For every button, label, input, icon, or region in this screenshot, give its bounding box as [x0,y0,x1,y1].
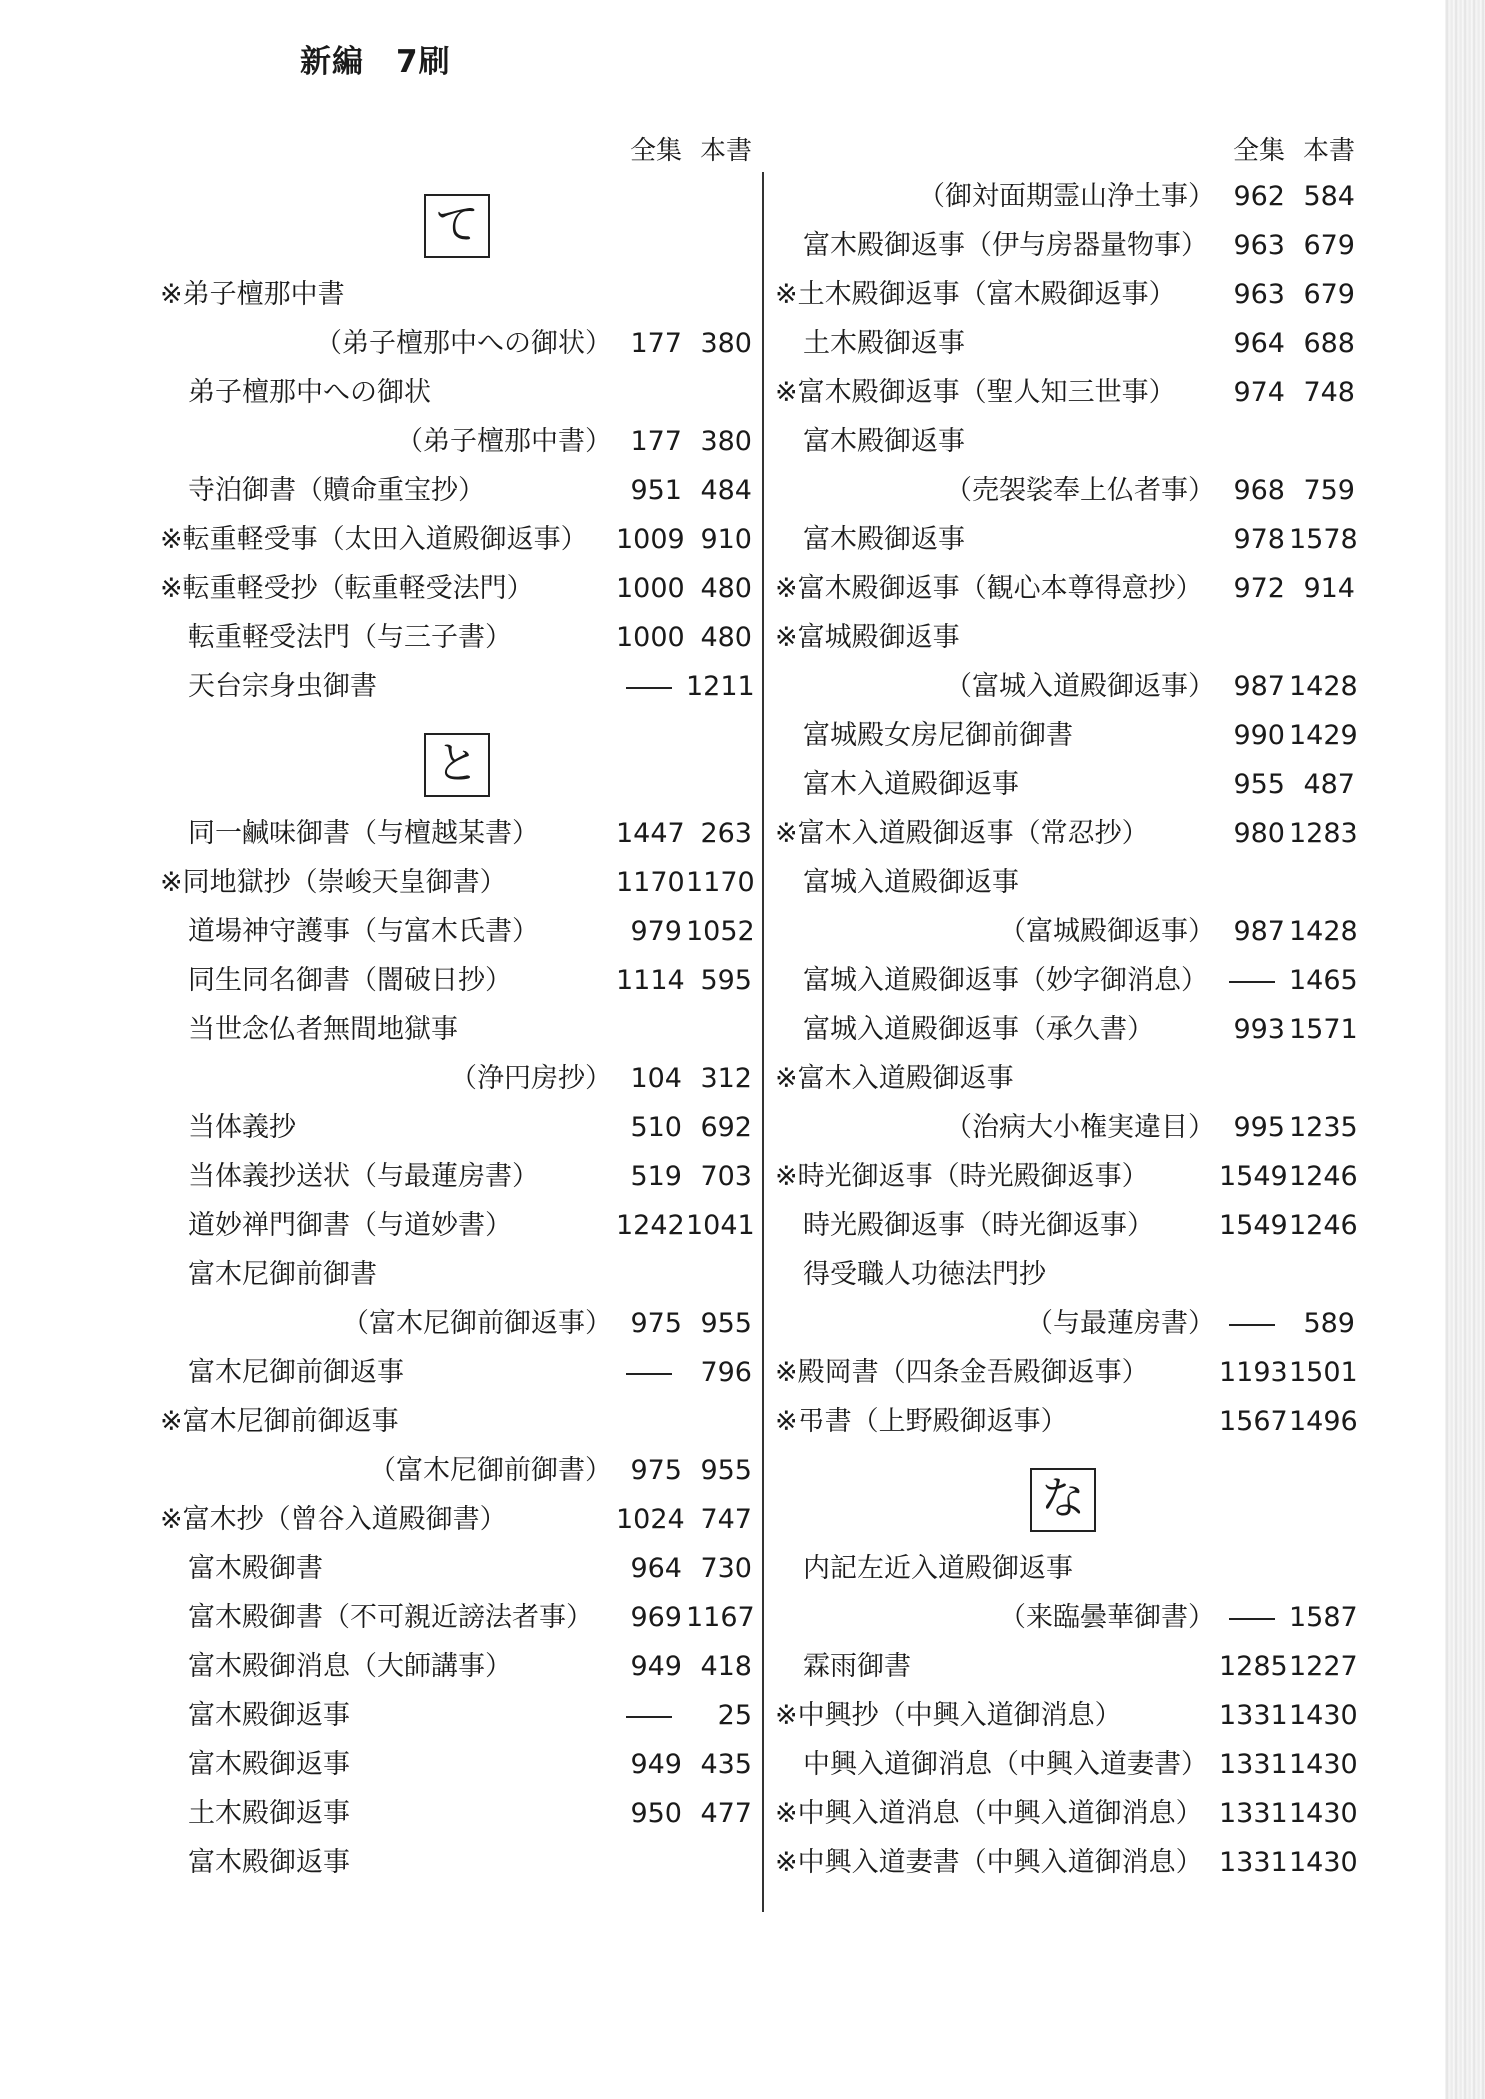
header-zenshu: 全集 [629,136,682,166]
honsho-page: 487 [1303,769,1355,800]
entry-title: 道場神守護事（与富木氏書） [188,916,539,947]
honsho-page: 1052 [686,916,755,947]
index-entry [160,907,755,956]
honsho-page: 748 [1303,377,1355,408]
index-entry [160,1348,752,1397]
entry-title: 当世念仏者無間地獄事 [188,1014,458,1045]
kana-heading: て [424,194,490,258]
entry-title: 内記左近入道殿御返事 [803,1553,1073,1584]
zenshu-page: 955 [1233,769,1285,800]
zenshu-page: 1331 [1219,1847,1288,1878]
entry-title: 富木殿御書 [188,1553,323,1584]
entry-title: 天台宗身虫御書 [188,671,377,702]
honsho-page: 1235 [1289,1112,1358,1143]
honsho-page: 1041 [686,1210,755,1241]
entry-title: 弟子檀那中への御状 [188,377,431,408]
honsho-page: 910 [700,524,752,555]
index-entry [775,1005,1358,1054]
entry-title: 富木殿御返事（伊与房器量物事） [803,230,1208,261]
zenshu-page: 510 [630,1112,682,1143]
index-entry [160,1397,752,1446]
zenshu-page: 1000 [616,622,685,653]
entry-title: 霖雨御書 [803,1651,911,1682]
honsho-page: 1496 [1289,1406,1358,1437]
index-column-right [775,130,1358,1887]
zenshu-page: 972 [1233,573,1285,604]
no-zenshu-dash [1219,1593,1285,1642]
index-entry [160,1103,752,1152]
kana-section-te [160,172,752,270]
index-entry [775,417,1355,466]
index-entry [775,1642,1358,1691]
zenshu-page: 1242 [616,1210,685,1241]
zenshu-page: 975 [630,1455,682,1486]
honsho-page: 1429 [1289,720,1358,751]
entry-title: 富木殿御返事 [188,1847,350,1878]
entry-title: 当体義抄 [188,1112,296,1143]
zenshu-page: 964 [630,1553,682,1584]
entry-title: 当体義抄送状（与最蓮房書） [188,1161,539,1192]
zenshu-page: 1193 [1219,1357,1288,1388]
honsho-page: 1430 [1289,1847,1358,1878]
honsho-page: 1428 [1289,916,1358,947]
honsho-page: 312 [700,1063,752,1094]
entry-title: 富木尼御前御書 [188,1259,377,1290]
zenshu-page: 993 [1233,1014,1285,1045]
zenshu-page: 1331 [1219,1700,1288,1731]
entry-title: 道妙禅門御書（与道妙書） [188,1210,512,1241]
index-entry [775,1789,1358,1838]
entry-title: 富木入道殿御返事 [803,769,1019,800]
entry-title: ※中興入道消息（中興入道御消息） [775,1798,1203,1829]
honsho-page: 955 [700,1308,752,1339]
entry-title: ※富木殿御返事（観心本尊得意抄） [775,573,1203,604]
entry-title: 転重軽受法門（与三子書） [188,622,512,653]
entry-title: （治病大小権実違目） [945,1112,1215,1143]
entry-title: （富城殿御返事） [999,916,1215,947]
index-entry [160,1691,752,1740]
index-entry [775,466,1355,515]
entry-title: ※富木抄（曾谷入道殿御書） [160,1504,507,1535]
index-entry [160,1446,752,1495]
honsho-page: 435 [700,1749,752,1780]
honsho-page: 477 [700,1798,752,1829]
zenshu-page: 1024 [616,1504,685,1535]
entry-title: ※富木尼御前御返事 [160,1406,399,1437]
honsho-page: 380 [700,328,752,359]
entry-title: 富木殿御返事 [188,1749,350,1780]
entry-title: 同一鹹味御書（与檀越某書） [188,818,539,849]
honsho-page: 589 [1303,1308,1355,1339]
index-entry [775,1544,1355,1593]
zenshu-page: 1331 [1219,1749,1288,1780]
index-entry [160,1642,752,1691]
index-entry [160,1152,752,1201]
kana-heading: と [424,733,490,797]
no-zenshu-dash [616,1691,682,1740]
index-entry [160,809,752,858]
entry-title: （弟子檀那中書） [396,426,612,457]
honsho-page: 480 [700,573,752,604]
honsho-page: 679 [1303,279,1355,310]
entry-title: （御対面期霊山浄土事） [918,181,1215,212]
honsho-page: 1430 [1289,1700,1358,1731]
honsho-page: 914 [1303,573,1355,604]
zenshu-page: 1549 [1219,1210,1288,1241]
honsho-page: 692 [700,1112,752,1143]
honsho-page: 1227 [1289,1651,1358,1682]
honsho-page: 1501 [1289,1357,1358,1388]
honsho-page: 263 [700,818,752,849]
column-divider [762,172,764,1912]
index-entry [160,858,755,907]
header-honsho: 本書 [699,136,752,166]
edition-label: 新編 7刷 [300,44,451,80]
entry-title: （富城入道殿御返事） [945,671,1215,702]
zenshu-page: 968 [1233,475,1285,506]
index-entry [775,564,1355,613]
honsho-page: 730 [700,1553,752,1584]
entry-title: ※富城殿御返事 [775,622,960,653]
entry-title: 富木尼御前御返事 [188,1357,404,1388]
index-entry [775,711,1358,760]
index-entry [160,319,752,368]
zenshu-page: 969 [630,1602,682,1633]
zenshu-page: 995 [1233,1112,1285,1143]
entry-title: 寺泊御書（贖命重宝抄） [188,475,485,506]
honsho-page: 584 [1303,181,1355,212]
zenshu-page: 1331 [1219,1798,1288,1829]
entry-title: 富木殿御書（不可親近謗法者事） [188,1602,593,1633]
index-entry [160,613,752,662]
honsho-page: 1587 [1289,1602,1358,1633]
zenshu-page: 177 [630,328,682,359]
index-entry [775,1348,1358,1397]
zenshu-page: 964 [1233,328,1285,359]
entry-title: 富木殿御返事 [188,1700,350,1731]
index-entry [160,466,752,515]
honsho-page: 25 [717,1700,752,1731]
entry-title: ※転重軽受事（太田入道殿御返事） [160,524,588,555]
index-entry [775,809,1358,858]
zenshu-page: 962 [1233,181,1285,212]
index-entry [160,515,752,564]
entry-title: （富木尼御前御返事） [342,1308,612,1339]
index-entry [775,1691,1358,1740]
honsho-page: 1430 [1289,1749,1358,1780]
honsho-page: 1283 [1289,818,1358,849]
zenshu-page: 963 [1233,230,1285,261]
index-entry [160,1250,752,1299]
entry-title: ※弔書（上野殿御返事） [775,1406,1068,1437]
index-entry [160,270,752,319]
honsho-page: 1465 [1289,965,1358,996]
entry-title: （来臨曇華御書） [999,1602,1215,1633]
index-entry [775,1740,1358,1789]
entry-title: ※弟子檀那中書 [160,279,345,310]
index-entry [775,907,1358,956]
honsho-page: 595 [700,965,752,996]
honsho-page: 1170 [686,867,755,898]
entry-title: 中興入道御消息（中興入道妻書） [803,1749,1208,1780]
zenshu-page: 519 [630,1161,682,1192]
zenshu-page: 104 [630,1063,682,1094]
kana-section-na [775,1446,1355,1544]
index-entry [160,1789,752,1838]
index-column-left [160,130,755,1887]
entry-title: ※富木入道殿御返事 [775,1063,1014,1094]
index-entry [775,515,1358,564]
index-entry [160,1838,752,1887]
zenshu-page: 1447 [616,818,685,849]
index-entry [775,172,1355,221]
zenshu-page: 1009 [616,524,685,555]
entry-title: 土木殿御返事 [803,328,965,359]
index-entry [775,1201,1358,1250]
index-entry [775,662,1358,711]
zenshu-page: 987 [1233,916,1285,947]
index-entry [160,1054,752,1103]
index-entry [775,1152,1358,1201]
entry-title: （弟子檀那中への御状） [315,328,612,359]
zenshu-page: 1170 [616,867,685,898]
entry-title: （浄円房抄） [450,1063,612,1094]
entry-title: 時光殿御返事（時光御返事） [803,1210,1154,1241]
zenshu-page: 949 [630,1651,682,1682]
index-entry [160,662,755,711]
entry-title: （与最蓮房書） [1026,1308,1215,1339]
entry-title: 富城入道殿御返事 [803,867,1019,898]
index-entry [775,221,1355,270]
index-entry [775,1054,1355,1103]
entry-title: 土木殿御返事 [188,1798,350,1829]
index-entry [160,1005,752,1054]
column-header [775,130,1355,172]
honsho-page: 688 [1303,328,1355,359]
entry-title: ※富木殿御返事（聖人知三世事） [775,377,1176,408]
zenshu-page: 963 [1233,279,1285,310]
zenshu-page: 974 [1233,377,1285,408]
no-zenshu-dash [616,662,682,711]
honsho-page: 796 [700,1357,752,1388]
entry-title: ※同地獄抄（崇峻天皇御書） [160,867,507,898]
kana-section-to [160,711,752,809]
index-entry [775,1838,1358,1887]
honsho-page: 484 [700,475,752,506]
zenshu-page: 990 [1233,720,1285,751]
index-entry [775,1397,1358,1446]
entry-title: 富木殿御返事 [803,426,965,457]
honsho-page: 1246 [1289,1161,1358,1192]
entry-title: 富木殿御消息（大師講事） [188,1651,512,1682]
index-entry [775,319,1355,368]
honsho-page: 1428 [1289,671,1358,702]
zenshu-page: 1000 [616,573,685,604]
honsho-page: 1167 [686,1602,755,1633]
index-entry [775,270,1355,319]
index-entry [775,368,1355,417]
entry-title: ※転重軽受抄（転重軽受法門） [160,573,534,604]
entry-title: ※富木入道殿御返事（常忍抄） [775,818,1149,849]
entry-title: 富城入道殿御返事（承久書） [803,1014,1154,1045]
column-header [160,130,752,172]
page-edge-shadow [1445,0,1485,2099]
honsho-page: 679 [1303,230,1355,261]
zenshu-page: 950 [630,1798,682,1829]
honsho-page: 1211 [686,671,755,702]
honsho-page: 1246 [1289,1210,1358,1241]
index-entry [160,1740,752,1789]
honsho-page: 955 [700,1455,752,1486]
honsho-page: 480 [700,622,752,653]
zenshu-page: 949 [630,1749,682,1780]
index-entry [160,956,752,1005]
index-entry [775,858,1355,907]
honsho-page: 703 [700,1161,752,1192]
no-zenshu-dash [1219,956,1285,1005]
index-entry [160,1299,752,1348]
entry-title: 同生同名御書（闇破日抄） [188,965,512,996]
honsho-page: 747 [700,1504,752,1535]
zenshu-page: 980 [1233,818,1285,849]
zenshu-page: 1549 [1219,1161,1288,1192]
zenshu-page: 975 [630,1308,682,1339]
zenshu-page: 978 [1233,524,1285,555]
header-zenshu: 全集 [1232,136,1285,166]
entry-title: （富木尼御前御書） [369,1455,612,1486]
entry-title: ※土木殿御返事（富木殿御返事） [775,279,1176,310]
honsho-page: 1430 [1289,1798,1358,1829]
zenshu-page: 979 [630,916,682,947]
index-entry [160,1593,755,1642]
honsho-page: 1571 [1289,1014,1358,1045]
index-entry [775,1250,1355,1299]
entry-title: 富木殿御返事 [803,524,965,555]
index-entry [160,1544,752,1593]
entry-title: ※中興抄（中興入道御消息） [775,1700,1122,1731]
index-entry [775,760,1355,809]
entry-title: 富城入道殿御返事（妙字御消息） [803,965,1208,996]
zenshu-page: 177 [630,426,682,457]
zenshu-page: 1567 [1219,1406,1288,1437]
zenshu-page: 951 [630,475,682,506]
entry-title: 富城殿女房尼御前御書 [803,720,1073,751]
zenshu-page: 987 [1233,671,1285,702]
honsho-page: 380 [700,426,752,457]
index-entry [160,1201,755,1250]
index-entry [775,1593,1358,1642]
zenshu-page: 1285 [1219,1651,1288,1682]
honsho-page: 1578 [1289,524,1358,555]
kana-heading: な [1030,1468,1096,1532]
no-zenshu-dash [1219,1299,1285,1348]
entry-title: 得受職人功徳法門抄 [803,1259,1046,1290]
no-zenshu-dash [616,1348,682,1397]
index-entry [775,1299,1355,1348]
entry-title: ※殿岡書（四条金吾殿御返事） [775,1357,1149,1388]
honsho-page: 759 [1303,475,1355,506]
index-entry [160,1495,752,1544]
index-entry [775,613,1355,662]
entry-title: ※時光御返事（時光殿御返事） [775,1161,1149,1192]
entry-title: ※中興入道妻書（中興入道御消息） [775,1847,1203,1878]
index-entry [160,564,752,613]
entry-title: （売袈裟奉上仏者事） [945,475,1215,506]
index-entry [775,956,1358,1005]
index-entry [775,1103,1358,1152]
index-entry [160,417,752,466]
honsho-page: 418 [700,1651,752,1682]
index-entry [160,368,752,417]
header-honsho: 本書 [1302,136,1355,166]
zenshu-page: 1114 [616,965,685,996]
